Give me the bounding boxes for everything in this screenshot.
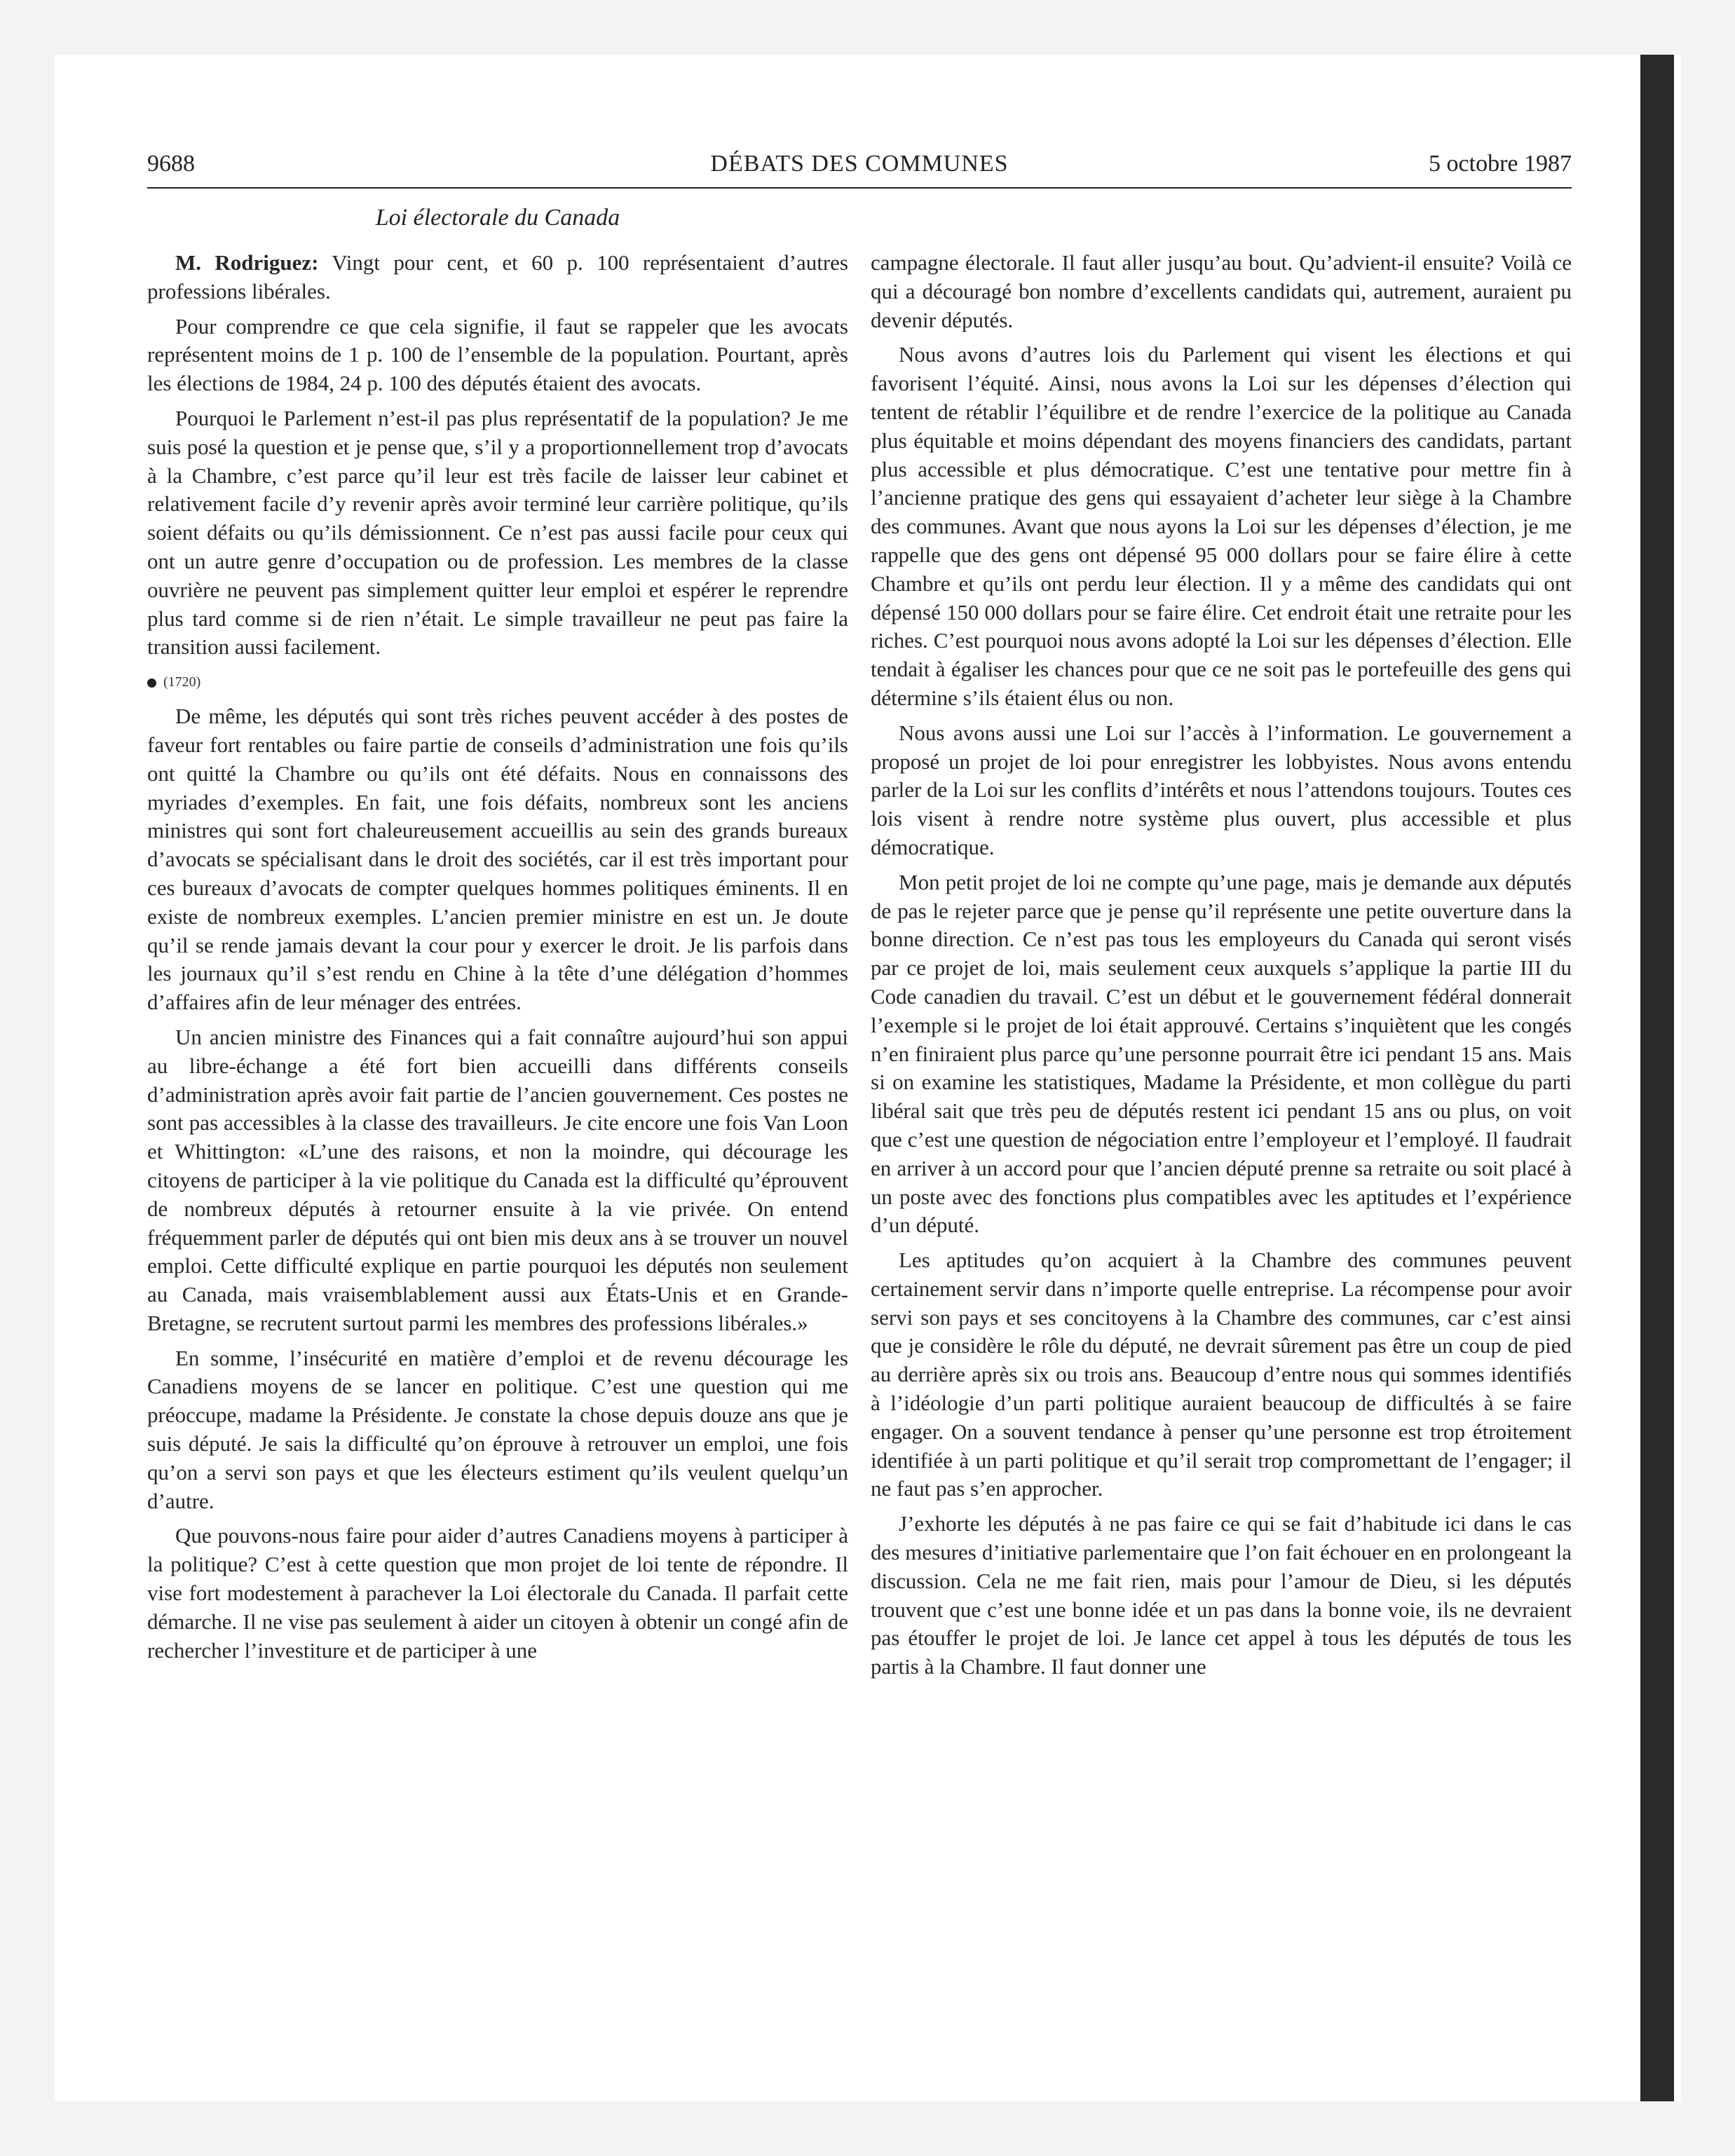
paragraph: En somme, l’insécurité en matière d’emploi et de revenu décourage les Canadiens moyens de se lancer en politique. C’est une question qui me préoccupe, madame la Présidente. Je constate la chose depuis douze ans que je suis député. Je sais la difficulté qu’on éprouve à retrouver un emploi, une fois qu’on a servi son pays et que les électeurs estiment qu’ils veulent quelqu’un d’autre.: [147, 1345, 848, 1513]
speaker-name: M. Rodriguez:: [175, 250, 319, 275]
bullet-icon: [147, 678, 156, 688]
paragraph: Les aptitudes qu’on acquiert à la Chambre des communes peuvent certainement servir dans n’importe quelle entreprise. La récompense pour avoir servi son pays et ses concitoyens à la Chambre des communes, car c’est ainsi que je considère le rôle du député, ne devrait sûrement pas être un coup de pied au derrière après six ou trois ans. Beaucoup d’entre nous qui sommes identifiés à l’idéologie d’un parti politique auraient beaucoup de difficultés à se faire engager. On a souvent tendance à penser qu’une personne est trop étroitement identifiée à un parti politique et qu’il serait trop compromettant de l’engager; il ne faut pas s’en approcher.: [871, 1248, 1572, 1501]
timestamp-text: (1720): [163, 674, 201, 690]
paragraph: J’exhorte les députés à ne pas faire ce qui se fait d’habitude ici dans le cas des mesures d’initiative parlementaire que l’on fait échouer en en prolongeant la discussion. Cela ne me fait rien, mais pour l’amour de Dieu, si les députés trouvent que c’est une bonne idée et un pas dans la bonne voie, ils ne devraient pas étouffer le projet de loi. Je lance cet appel à tous les députés de tous les partis à la Chambre. Il faut donner une: [871, 1511, 1572, 1679]
scan-edge-bar: [1640, 55, 1674, 2101]
paragraph: [147, 249, 848, 306]
paragraph: Nous avons d’autres lois du Parlement qui visent les élections et qui favorisent l’équité. Ainsi, nous avons la Loi sur les dépenses d’élection qui tentent de rétablir l’équilibre et de rendre l’exercice de la politique au Canada plus équitable et moins dépendant des moyens financiers des candidats, partant plus accessible et plus démocratique. C’est une tentative pour mettre fin à l’ancienne pratique des gens qui essayaient d’acheter leur siège à la Chambre des communes. Avant que nous ayons la Loi sur les dépenses d’élection, je me rappelle que des gens ont dépensé 95 000 dollars pour se faire élire à cette Chambre et qu’ils ont perdu leur élection. Il y a même des candidats qui ont dépensé 150 000 dollars pour se faire élire. Cet endroit était une retraite pour les riches. C’est pourquoi nous avons adopté la Loi sur les dépenses d’élection. Elle tendait à égaliser les chances pour que ce ne soit pas le portefeuille des gens qui détermine s’ils étaient élus ou non.: [871, 342, 1572, 710]
paragraph-text: Vingt pour cent, et 60 p. 100 représentaient d’autres professions libérales.: [147, 250, 848, 303]
publication-date: 5 octobre 1987: [1429, 151, 1572, 177]
timestamp-marker: [147, 668, 848, 696]
left-column: [147, 249, 848, 1671]
page-number: 9688: [147, 151, 195, 177]
paragraph: Que pouvons-nous faire pour aider d’autres Canadiens moyens à participer à la politique? C’est à cette question que mon projet de loi tente de répondre. Il vise fort modestement à parachever la Loi électorale du Canada. Il parfait cette démarche. Il ne vise pas seulement à aider un citoyen à obtenir un congé afin de rechercher l’investiture et de participer à une: [147, 1523, 848, 1663]
paragraph: Nous avons aussi une Loi sur l’accès à l’information. Le gouvernement a proposé un projet de loi pour enregistrer les lobbyistes. Nous avons entendu parler de la Loi sur les conflits d’intérêts et nous l’attendons toujours. Toutes ces lois visent à rendre notre système plus ouvert, plus accessible et plus démocratique.: [871, 720, 1572, 859]
paragraph: Pour comprendre ce que cela signifie, il faut se rappeler que les avocats représentent moins de 1 p. 100 de l’ensemble de la population. Pourtant, après les élections de 1984, 24 p. 100 des députés étaient des avocats.: [147, 313, 848, 396]
right-column: [871, 249, 1572, 1688]
paragraph: campagne électorale. Il faut aller jusqu’au bout. Qu’advient-il ensuite? Voilà ce qui a découragé bon nombre d’excellents candidats qui, autrement, auraient pu devenir députés.: [871, 250, 1572, 332]
paragraph: Un ancien ministre des Finances qui a fait connaître aujourd’hui son appui au libre-échange a été fort bien accueilli dans différents conseils d’administration après avoir fait partie de l’ancien gouvernement. Ces postes ne sont pas accessibles à la classe des travailleurs. Je cite encore une fois Van Loon et Whittington: «L’une des raisons, et non la moindre, qui décourage les citoyens de participer à la vie politique du Canada est la difficulté qu’éprouvent de nombreux députés à retourner ensuite à la vie privée. On entend fréquemment parler de députés qui ont bien mis deux ans à se trouver un nouvel emploi. Cette difficulté explique en partie pourquoi les députés non seulement au Canada, mais vraisemblablement aussi aux États-Unis et en Grande-Bretagne, se recrutent surtout parmi les membres des professions libérales.»: [147, 1024, 848, 1335]
publication-title: DÉBATS DES COMMUNES: [710, 151, 1009, 177]
paragraph: Pourquoi le Parlement n’est-il pas plus représentatif de la population? Je me suis posé la question et je pense que, s’il y a proportionnellement trop d’avocats à la Chambre, c’est parce qu’il leur est très facile de laisser leur cabinet et relativement facile d’y revenir après avoir terminé leur carrière politique, qu’ils soient défaits ou qu’ils démissionnent. Ce n’est pas aussi facile pour ceux qui ont un autre genre d’occupation ou de profession. Les membres de la classe ouvrière ne peuvent pas simplement quitter leur emploi et espérer le reprendre plus tard comme si de rien n’était. Le simple travailleur ne peut pas faire la transition aussi facilement.: [147, 405, 848, 660]
paragraph: Mon petit projet de loi ne compte qu’une page, mais je demande aux députés de pas le rejeter parce que je pense qu’il représente une petite ouverture dans la bonne direction. Ce n’est pas tous les employeurs du Canada qui seront visés par ce projet de loi, mais seulement ceux auxquels s’applique la partie III du Code canadien du travail. C’est un début et le gouvernement fédéral donnerait l’exemple si le projet de loi était approuvé. Certains s’inquiètent que les congés n’en finiraient plus parce qu’une personne pourrait être ici pendant 15 ans. Mais si on examine les statistiques, Madame la Présidente, et mon collègue du parti libéral sait que très peu de députés restent ici pendant 15 ans ou plus, on voit que c’est une question de négociation entre l’employeur et l’employé. Il faudrait en arriver à un accord pour que l’ancien député prenne sa retraite ou soit placé à un poste avec des fonctions plus compatibles avec les aptitudes et l’expérience d’un député.: [871, 869, 1572, 1238]
page-header: [147, 151, 1572, 189]
paragraph: De même, les députés qui sont très riches peuvent accéder à des postes de faveur fort rentables ou faire partie de conseils d’administration une fois qu’ils ont quitté la Chambre ou qu’ils ont été défaits. Nous en connaissons des myriades d’exemples. En fait, une fois défaits, nombreux sont les anciens ministres qui sont fort chaleureusement accueillis au sein des grands bureaux d’avocats se spécialisant dans le droit des sociétés, car il est très important pour ces bureaux d’avocats de compter quelques hommes politiques éminents. Il en existe de nombreux exemples. L’ancien premier ministre en est un. Je doute qu’il se rende jamais devant la cour pour y exercer le droit. Je lis parfois dans les journaux qu’il s’est rendu en Chine à la tête d’une délégation d’hommes d’affaires afin de leur ménager des entrées.: [147, 704, 848, 1015]
section-title: Loi électorale du Canada: [375, 205, 620, 231]
